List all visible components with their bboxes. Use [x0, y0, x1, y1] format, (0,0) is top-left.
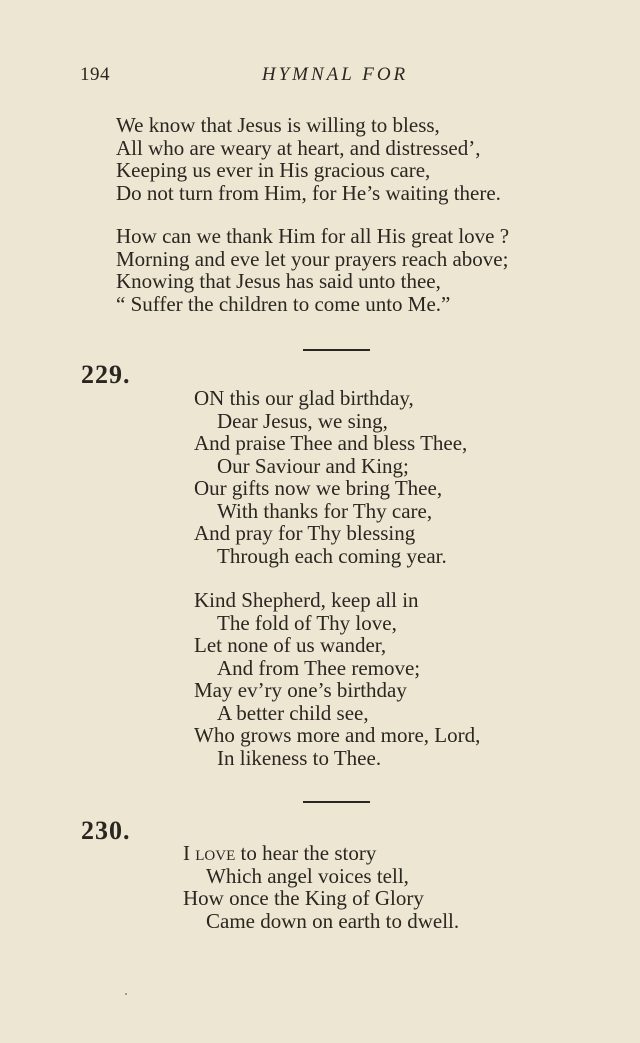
section-divider [303, 801, 370, 803]
line-rest: this our glad birthday, [224, 386, 414, 410]
verse-line: Kind Shepherd, keep all in [194, 588, 419, 612]
verse-line: Our gifts now we bring Thee, [194, 476, 443, 500]
verse-line: In likeness to Thee. [217, 745, 382, 770]
verse-line [194, 387, 467, 410]
verse-line: Let none of us wander, [194, 633, 387, 657]
verse-line: Which angel voices tell, [206, 863, 409, 888]
hymn-number-229: 229. [81, 360, 131, 389]
section-divider [303, 349, 370, 351]
verse-line: And from Thee remove; [217, 655, 421, 680]
smallcaps-rest: N [209, 386, 225, 410]
drop-initial: O [194, 386, 210, 410]
drop-initial: I [183, 841, 190, 865]
verse-line: The fold of Thy love, [217, 610, 397, 635]
verse-line: How once the King of Glory [183, 886, 424, 910]
paper-speck [125, 993, 127, 995]
verse-line: Through each coming year. [217, 543, 447, 568]
verse-line: Dear Jesus, we sing, [217, 408, 388, 433]
verse-line: Our Saviour and King; [217, 453, 409, 478]
verse-line: All who are weary at heart, and distressed’, [116, 135, 481, 160]
verse-line: And praise Thee and bless Thee, [194, 431, 468, 455]
verse-line: Who grows more and more, Lord, [194, 723, 481, 747]
verse-line [183, 842, 459, 865]
verse-line: How can we thank Him for all His great love ? [116, 224, 510, 248]
verse-line: We know that Jesus is willing to bless, [116, 113, 440, 137]
verse-line: May ev’ry one’s birthday [194, 678, 407, 702]
hymn-229-stanza-1 [194, 387, 467, 567]
verse-line: Came down on earth to dwell. [206, 908, 460, 933]
line-rest: to hear the story [235, 841, 377, 865]
hymn-230-stanza-1 [183, 842, 459, 932]
stanza-prev-1 [116, 114, 501, 204]
verse-line: Knowing that Jesus has said unto thee, [116, 269, 441, 293]
smallcaps-word: love [195, 841, 236, 865]
hymn-number-230: 230. [81, 816, 131, 845]
verse-line: “ Suffer the children to come unto Me.” [116, 291, 451, 316]
verse-line: A better child see, [217, 700, 369, 725]
verse-line: And pray for Thy blessing [194, 521, 416, 545]
verse-line: Do not turn from Him, for He’s waiting there. [116, 180, 501, 205]
verse-line: Morning and eve let your prayers reach above; [116, 246, 509, 271]
hymn-229-stanza-2 [194, 589, 480, 769]
running-title: HYMNAL FOR [261, 64, 409, 85]
stanza-prev-2 [116, 225, 509, 315]
verse-line: Keeping us ever in His gracious care, [116, 158, 431, 182]
page-number: 194 [80, 64, 110, 85]
verse-line: With thanks for Thy care, [217, 498, 433, 523]
